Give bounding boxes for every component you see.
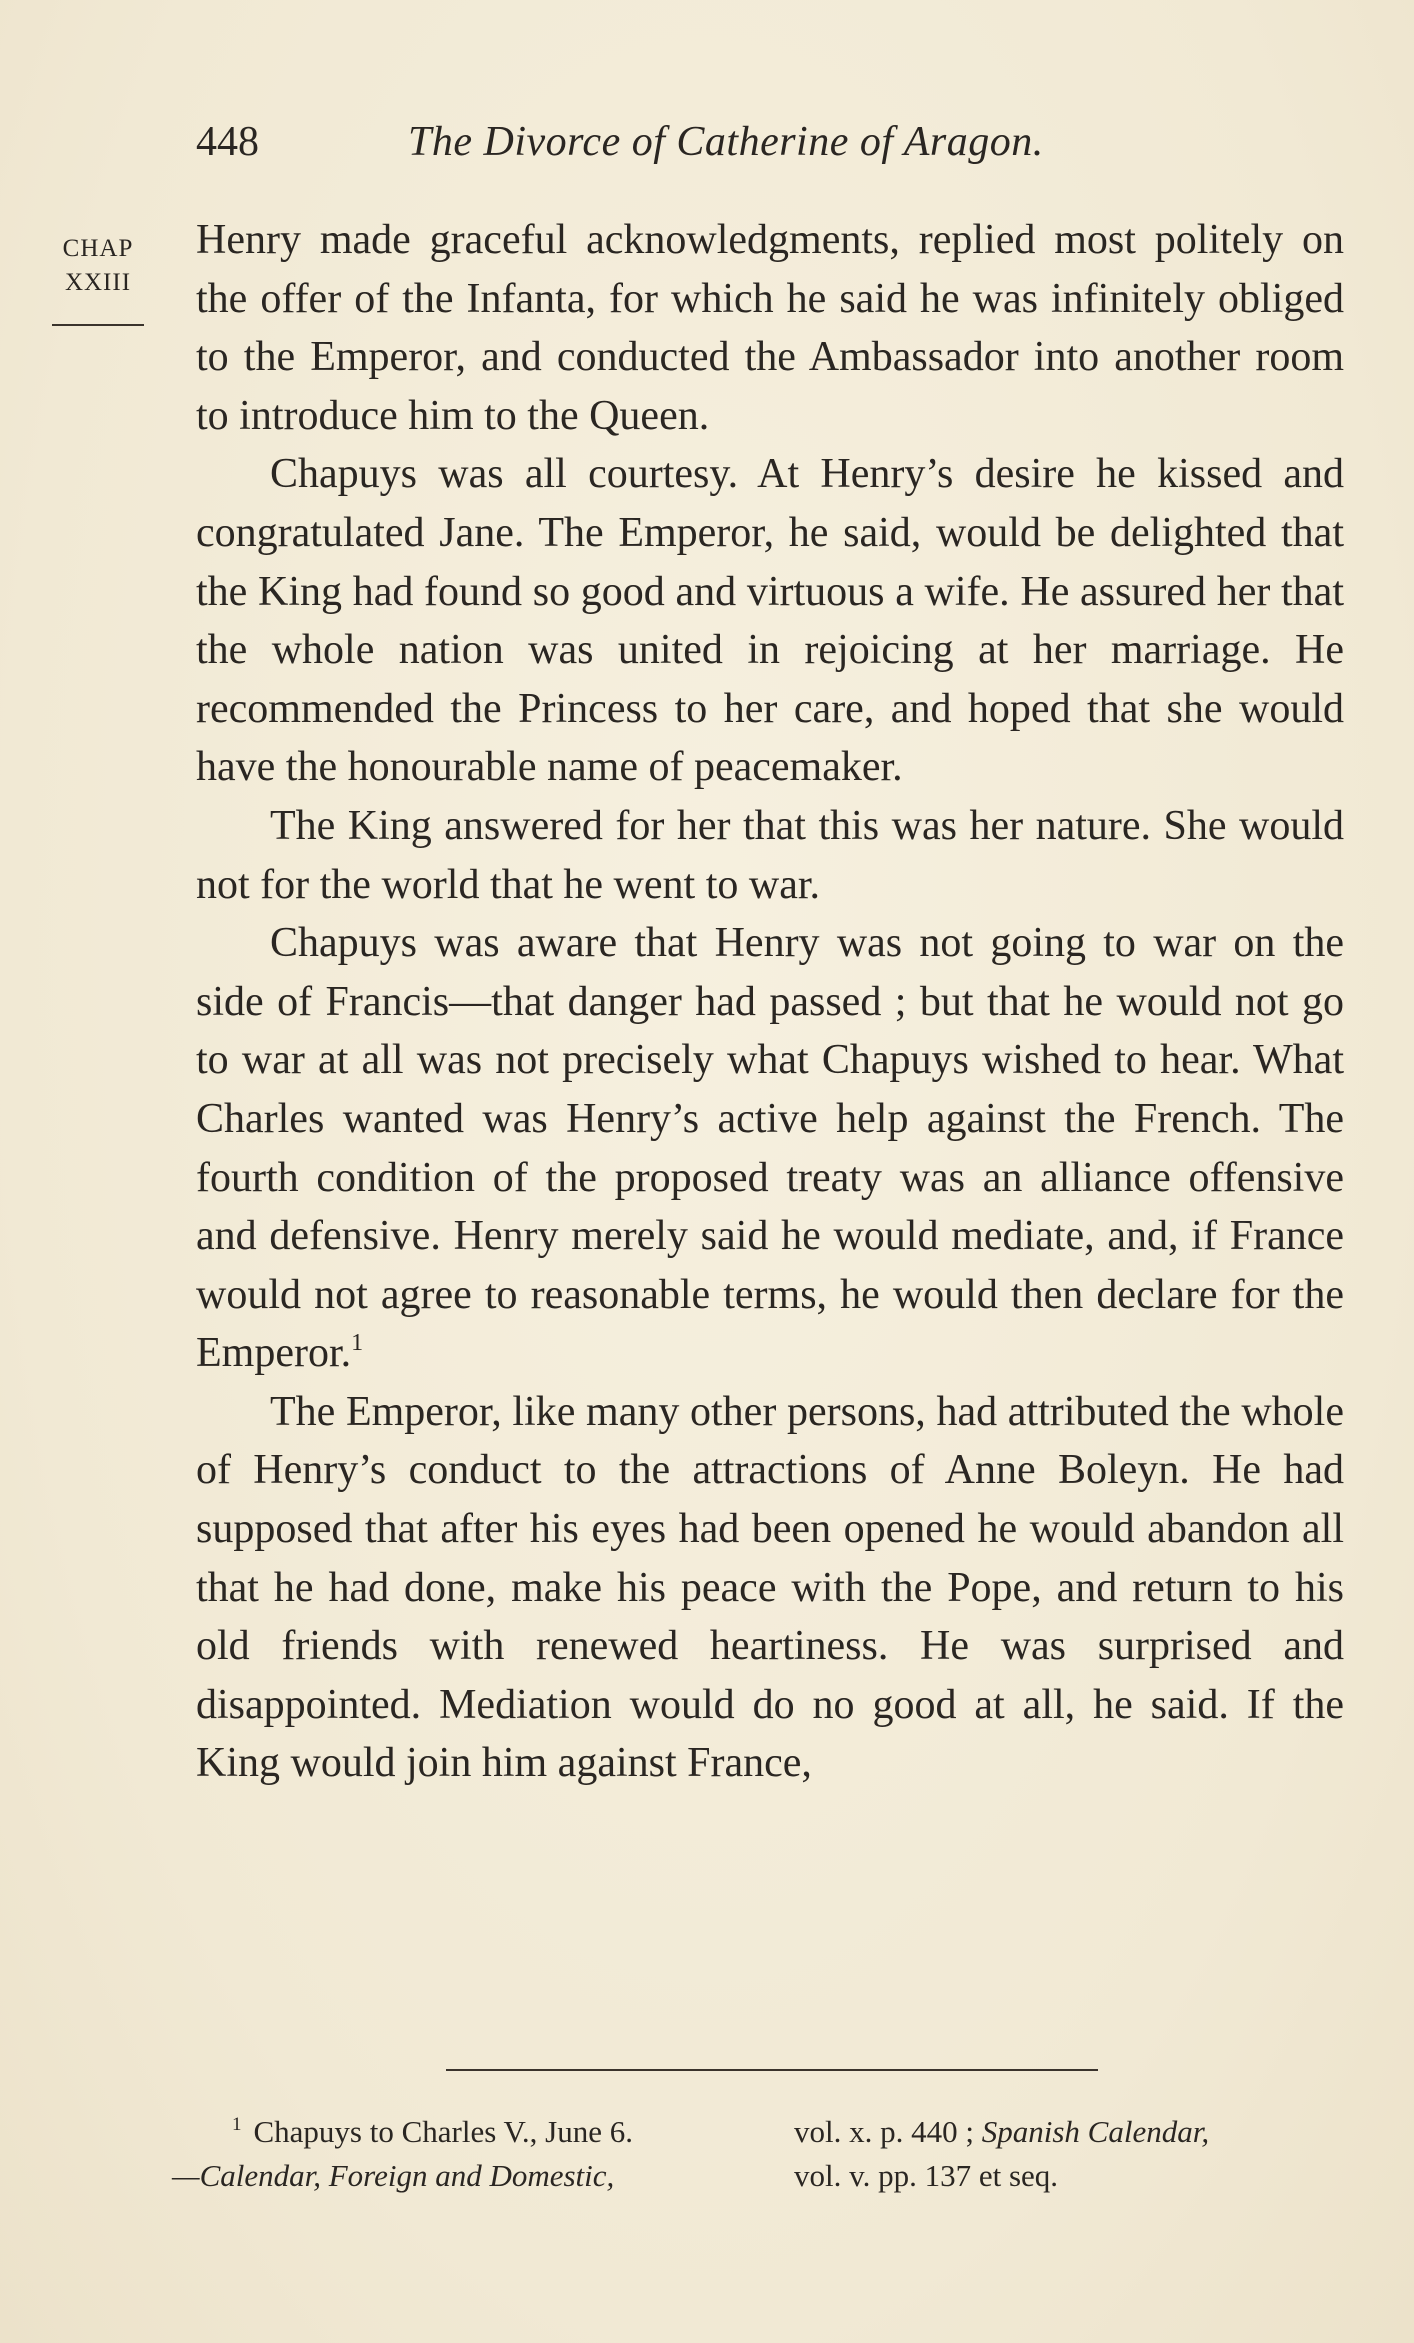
footnote-right-column: [794, 2110, 1354, 2198]
footnote-text: Chapuys to Charles V., June 6.: [253, 2114, 633, 2149]
footnote-reference[interactable]: 1: [351, 1330, 364, 1357]
footnote-left-column: [172, 2110, 772, 2198]
running-head: [196, 112, 1346, 172]
footnote: [172, 2110, 1352, 2210]
footnote-text: Spanish Calendar,: [981, 2114, 1210, 2149]
page-number: 448: [196, 119, 259, 165]
footnote-text: vol. v. pp. 137 et seq.: [794, 2158, 1059, 2193]
chapter-label: CHAP: [62, 235, 134, 262]
paragraph: [196, 797, 1344, 914]
paragraph-text: Chapuys was aware that Henry was not going to war on the side of Francis—that danger had passed ; but that he would not go to war at all was not precisely what Chapuys wished to hear. What Charles wanted was Henry’s active help against the French. The fourth condition of the proposed treaty was an alliance offensive and defensive. Henry merely said he would mediate, and, if France would not agree to reasonable terms, he would then declare for the Emperor.: [196, 920, 1344, 1377]
paragraph: [196, 1383, 1344, 1793]
paragraph-text: The King answered for her that this was her nature. She would not for the world that he went to war.: [196, 802, 1344, 908]
paragraph-text: Henry made graceful acknowledgments, replied most politely on the offer of the Infanta, for which he said he was infinitely obliged to the Emperor, and conducted the Ambassador into another room to introduce him to the Queen.: [196, 217, 1344, 439]
paragraph: [196, 914, 1344, 1383]
footnote-line: [172, 2154, 772, 2198]
footnote-separator: [446, 2069, 1098, 2071]
chapter-marginal-note: [48, 232, 148, 326]
footnote-text: —Calendar, Foreign and Domestic,: [172, 2158, 615, 2193]
chapter-rule: [52, 324, 144, 326]
footnote-line: [794, 2110, 1354, 2154]
paragraph-text: The Emperor, like many other persons, had attributed the whole of Henry’s conduct to the attractions of Anne Boleyn. He had supposed that after his eyes had been opened he would abandon all that he had done, make his peace with the Pope, and return to his old friends with renewed heartiness. He was surprised and disappointed. Mediation would do no good at all, he said. If the King would join him against France,: [196, 1388, 1344, 1787]
footnote-line: [794, 2154, 1354, 2198]
paragraph: [196, 211, 1344, 445]
footnote-line: [172, 2110, 772, 2154]
running-title: The Divorce of Catherine of Aragon.: [408, 119, 1044, 165]
footnote-marker: 1: [232, 2114, 242, 2135]
footnote-text: vol. x. p. 440 ;: [794, 2114, 974, 2149]
paragraph-text: Chapuys was all courtesy. At Henry’s desire he kissed and congratulated Jane. The Emperor, he said, would be delighted that the King had found so good and virtuous a wife. He assured her that the whole nation was united in rejoicing at her marriage. He recommended the Princess to her care, and hoped that she would have the honourable name of peacemaker.: [196, 451, 1344, 791]
paragraph: [196, 445, 1344, 797]
body-text: [196, 211, 1344, 1793]
chapter-number: XXIII: [64, 269, 132, 296]
